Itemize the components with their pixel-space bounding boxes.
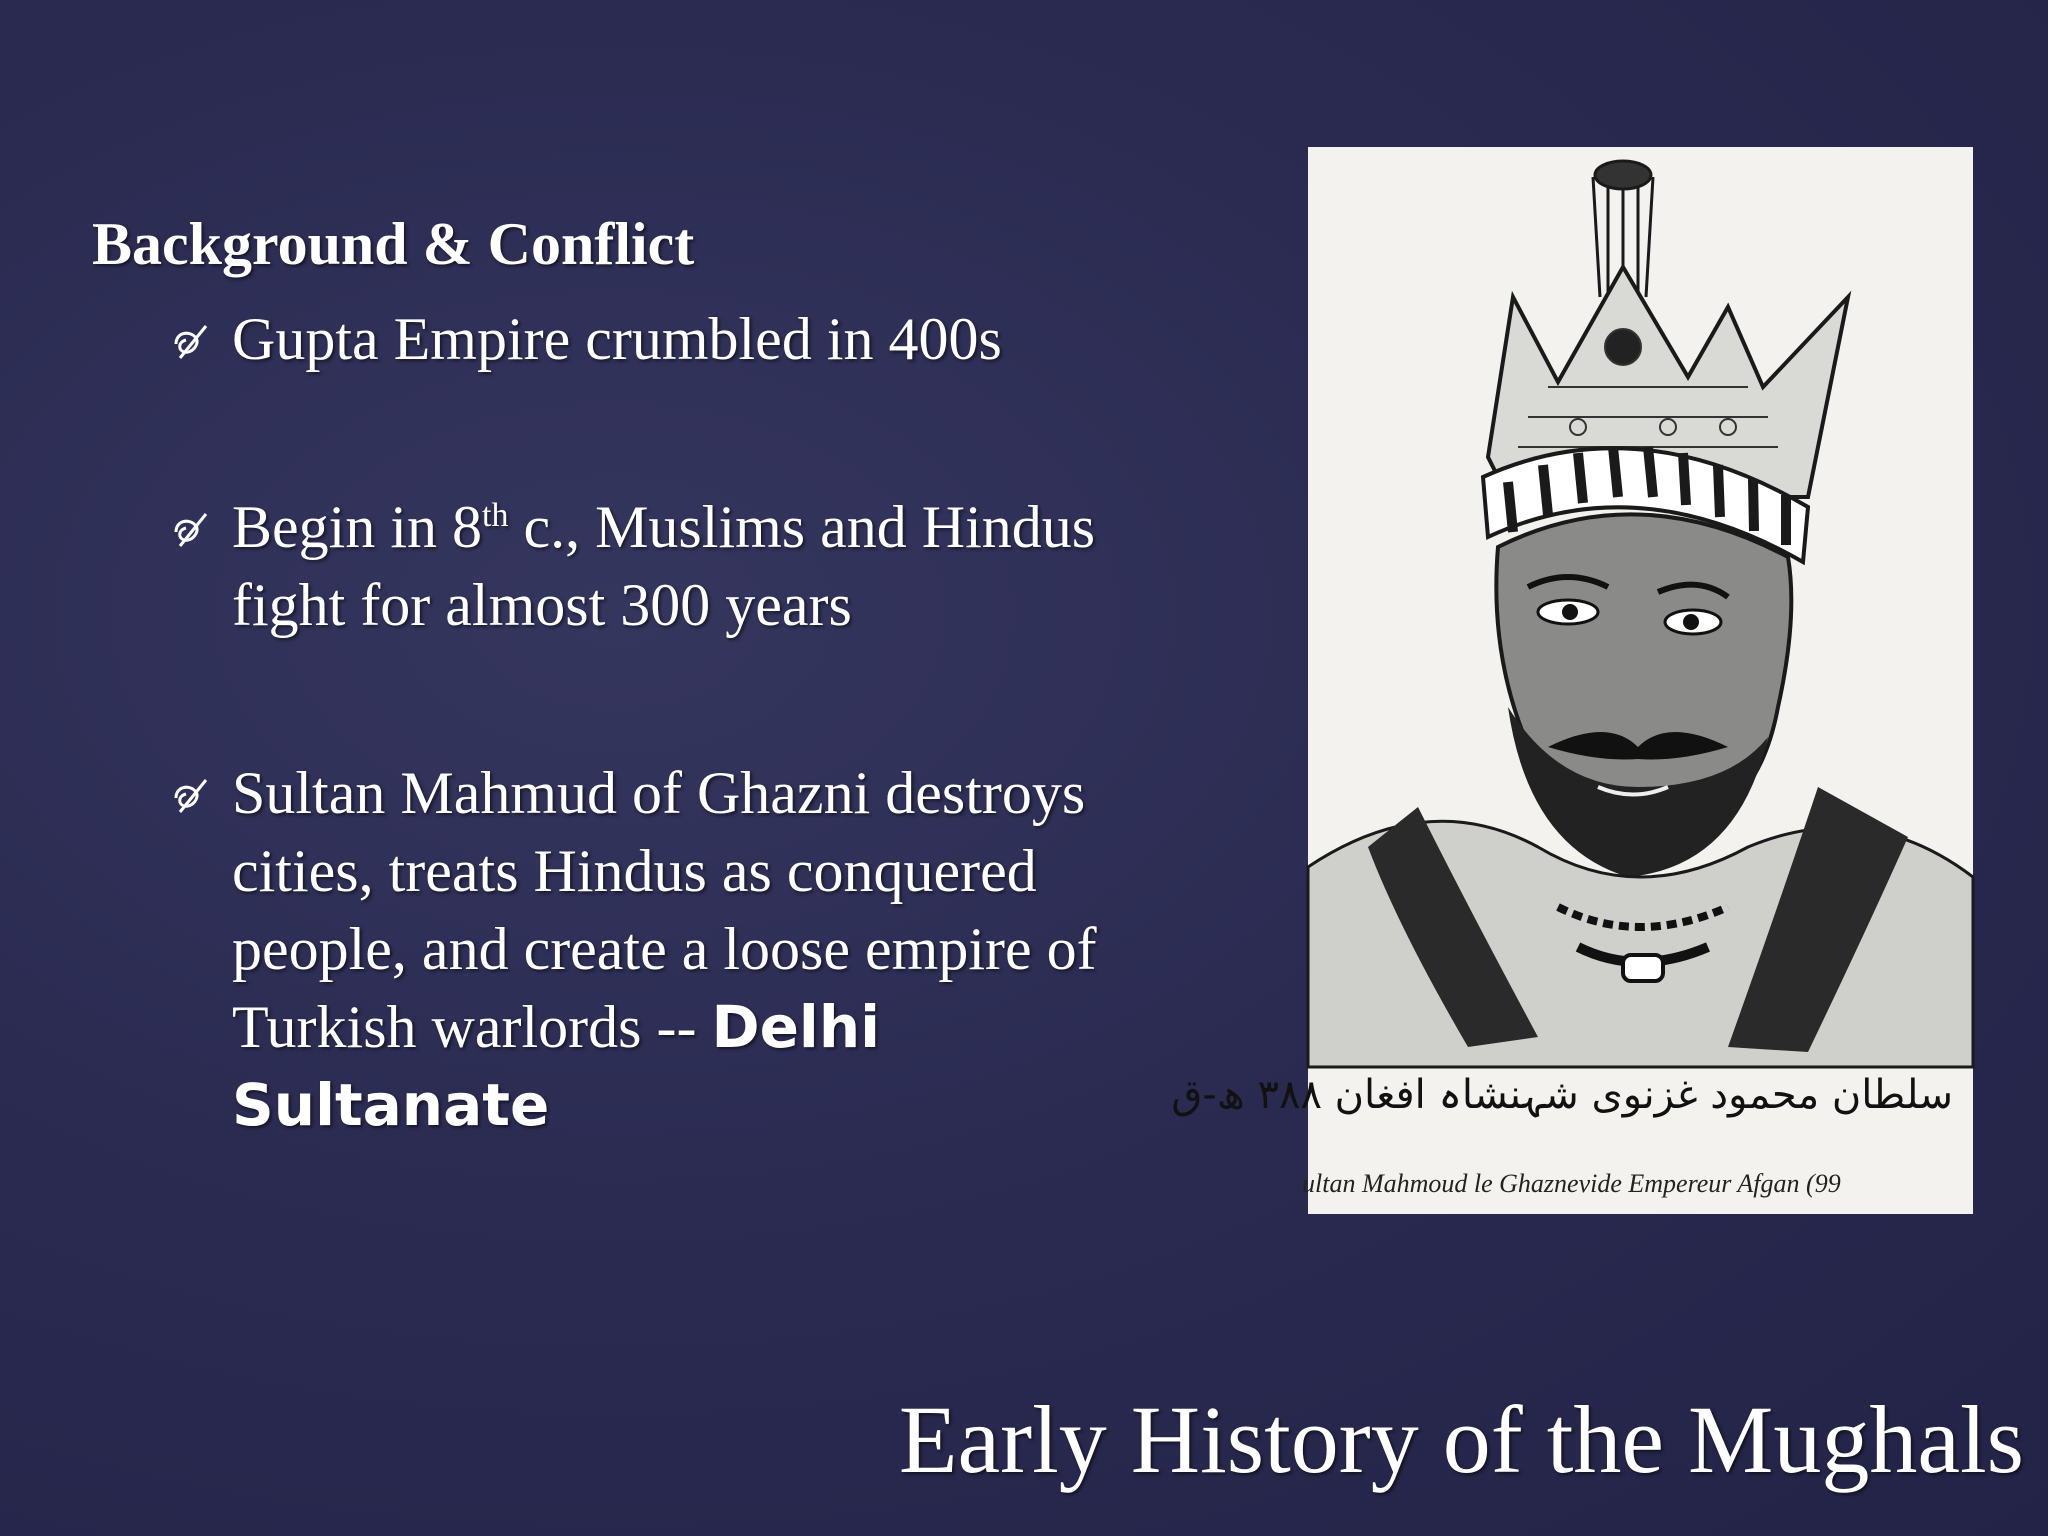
bullet-item <box>170 300 1170 378</box>
bullet-item <box>170 754 1170 1144</box>
slide-title: Early History of the Mughals <box>898 1386 2024 1493</box>
portrait-caption-french: ultan Mahmoud le Ghaznevide Empereur Afgan (99 <box>1302 1169 1841 1198</box>
bullet-bold-term: Delhi Sultanate <box>232 993 880 1139</box>
bullet-text-start: Begin in 8 <box>232 494 482 560</box>
ornate-check-icon <box>170 508 212 550</box>
bullet-text: Gupta Empire crumbled in 400s <box>232 306 1002 372</box>
bullet-item <box>170 488 1170 644</box>
bullet-text: Sultan Mahmud of Ghazni destroys cities, treats Hindus as conquered people, and create a loose empire of Turkish warlords -- <box>232 760 1097 1060</box>
bullet-text-end: c., Muslims and Hindus fight for almost 300 years <box>232 494 1096 638</box>
sultan-portrait-image <box>1171 147 1973 1214</box>
portrait-caption-urdu: سلطان محمود غزنوی شہنشاہ افغان ۳۸۸ ھ-ق <box>1171 1072 1953 1118</box>
section-heading: Background & Conflict <box>92 211 695 277</box>
ordinal-superscript: th <box>482 497 509 534</box>
ornate-check-icon <box>170 774 212 816</box>
portrait-drawing <box>1171 147 1973 1214</box>
ornate-check-icon <box>170 320 212 362</box>
bullet-list <box>170 300 1170 1144</box>
